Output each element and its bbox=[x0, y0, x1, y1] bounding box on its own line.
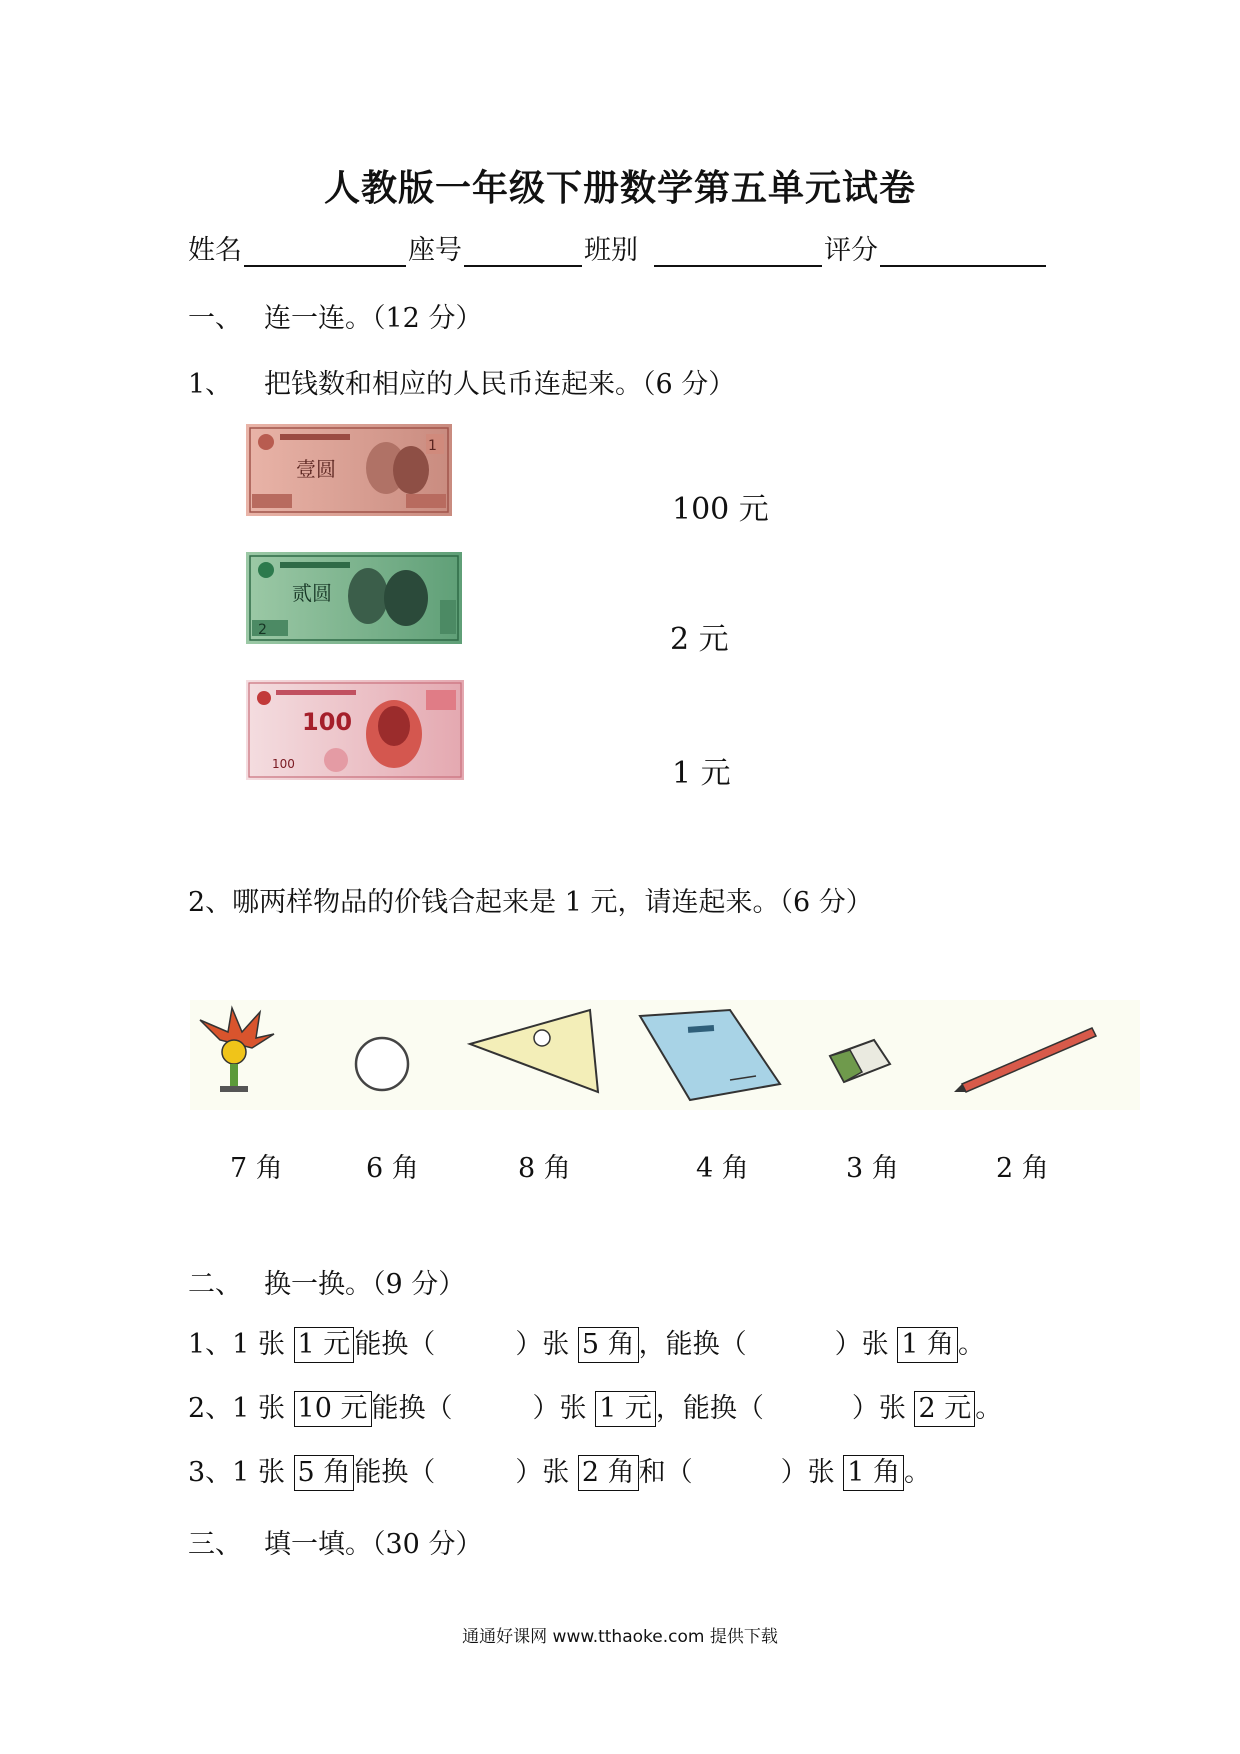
exchange-row-1: 1、1 张 1 元 能换（ ）张 5 角 ，能换（ ）张 1 角 。 bbox=[188, 1322, 985, 1363]
money-box: 1 元 bbox=[595, 1391, 656, 1427]
items-row bbox=[190, 1000, 1140, 1110]
banknote-2-corner: 2 bbox=[258, 622, 267, 638]
money-box: 1 元 bbox=[294, 1327, 355, 1363]
banknote-1-yuan[interactable] bbox=[246, 424, 452, 516]
exchange-row-3: 3、1 张 5 角 能换（ ）张 2 角 和（ ）张 1 角 。 bbox=[188, 1450, 931, 1491]
banknote-2-yuan[interactable] bbox=[246, 552, 462, 644]
banknote-1-corner: 1 bbox=[428, 438, 437, 454]
money-box: 5 角 bbox=[294, 1455, 355, 1491]
name-blank[interactable] bbox=[244, 235, 406, 267]
amount-100-yuan[interactable]: 100 元 bbox=[672, 492, 769, 527]
banknote-2-text: 贰圆 bbox=[292, 581, 332, 605]
money-box: 2 角 bbox=[578, 1455, 639, 1491]
question-1-2: 2、哪两样物品的价钱合起来是 1 元，请连起来。（6 分） bbox=[188, 887, 873, 918]
question-1-1: 1、 把钱数和相应的人民币连起来。（6 分） bbox=[188, 369, 736, 400]
page-title: 人教版一年级下册数学第五单元试卷 bbox=[323, 168, 916, 209]
seat-blank[interactable] bbox=[464, 235, 582, 267]
exchange-row-2: 2、1 张 10 元 能换（ ）张 1 元 ，能换（ ）张 2 元 。 bbox=[188, 1386, 1002, 1427]
banknote-100-corner: 100 bbox=[272, 757, 295, 771]
price-eraser[interactable]: 3 角 bbox=[846, 1153, 899, 1184]
amount-1-yuan[interactable]: 1 元 bbox=[672, 756, 731, 791]
money-box: 1 角 bbox=[843, 1455, 904, 1491]
class-blank[interactable] bbox=[654, 235, 822, 267]
money-box: 5 角 bbox=[578, 1327, 639, 1363]
section-1-heading: 一、 连一连。（12 分） bbox=[188, 303, 483, 334]
ball-icon[interactable] bbox=[356, 1038, 408, 1090]
price-triangle-ruler[interactable]: 8 角 bbox=[518, 1153, 571, 1184]
section-3-heading: 三、 填一填。（30 分） bbox=[188, 1529, 483, 1560]
price-pencil[interactable]: 2 角 bbox=[996, 1153, 1049, 1184]
money-box: 1 角 bbox=[897, 1327, 958, 1363]
price-notebook[interactable]: 4 角 bbox=[696, 1153, 749, 1184]
money-box: 10 元 bbox=[294, 1391, 372, 1427]
money-box: 2 元 bbox=[914, 1391, 975, 1427]
price-jester-toy[interactable]: 7 角 bbox=[230, 1153, 283, 1184]
amount-2-yuan[interactable]: 2 元 bbox=[670, 622, 729, 657]
section-2-heading: 二、 换一换。（9 分） bbox=[188, 1269, 466, 1300]
banknote-1-text: 壹圆 bbox=[296, 457, 336, 481]
price-ball[interactable]: 6 角 bbox=[366, 1153, 419, 1184]
banknote-100-text: 100 bbox=[302, 708, 353, 736]
class-label: 班别 bbox=[584, 235, 638, 266]
footer-note: 通通好课网 www.tthaoke.com 提供下载 bbox=[462, 1627, 778, 1647]
student-info-line bbox=[188, 228, 1048, 267]
banknote-100-yuan[interactable] bbox=[246, 680, 464, 780]
seat-label: 座号 bbox=[408, 235, 462, 266]
name-label: 姓名 bbox=[188, 235, 242, 266]
score-label: 评分 bbox=[824, 235, 878, 266]
score-blank[interactable] bbox=[880, 235, 1046, 267]
